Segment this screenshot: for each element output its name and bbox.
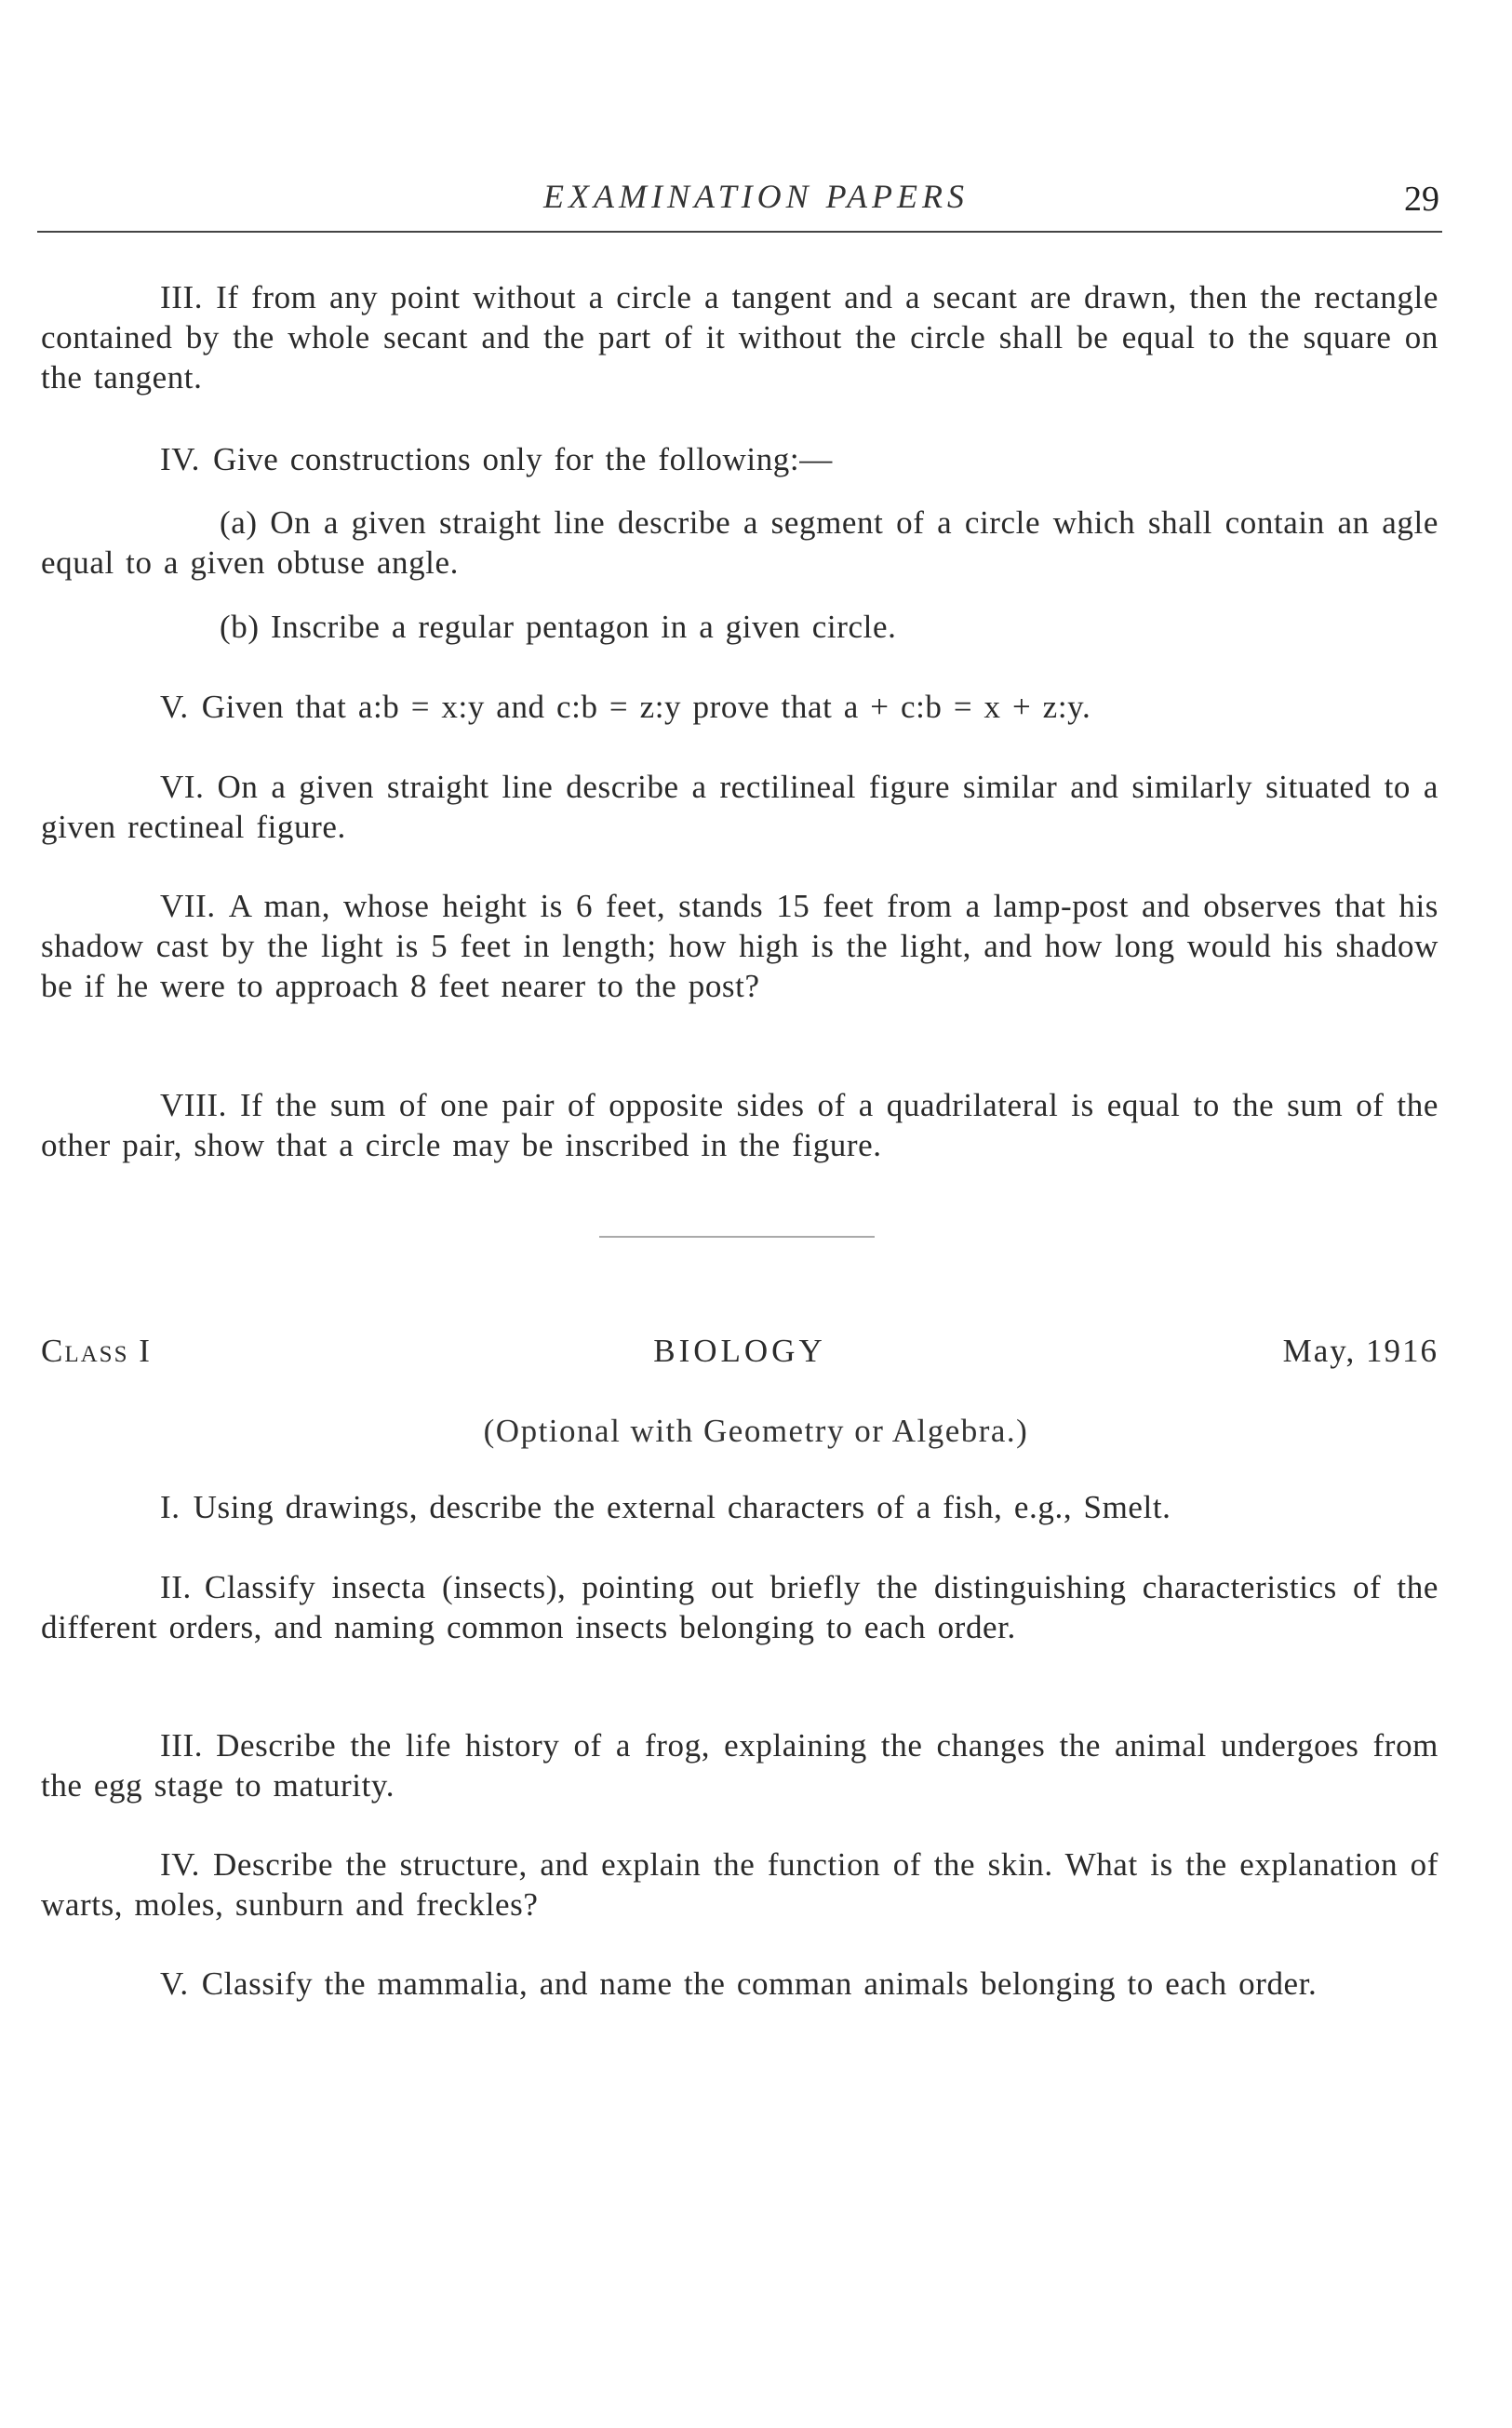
question-number: VIII. bbox=[160, 1087, 227, 1123]
question-text bbox=[41, 277, 1438, 397]
question-number: VII. bbox=[160, 888, 216, 924]
geometry-question-4a bbox=[41, 503, 1438, 583]
question-text bbox=[41, 886, 1438, 1006]
question-number: V. bbox=[160, 1965, 189, 2002]
question-text bbox=[41, 439, 1438, 479]
question-number: IV. bbox=[160, 1846, 200, 1883]
question-text bbox=[41, 687, 1438, 727]
question-body: Using drawings, describe the external characters of a fish, e.g., Smelt. bbox=[193, 1489, 1171, 1525]
geometry-question-5 bbox=[41, 687, 1438, 727]
question-body: If from any point without a circle a tangent and a secant are drawn, then the rectangle contained by the whole secant and the part of it without the circle shall be equal to the square on the tangent. bbox=[41, 279, 1438, 396]
subject-title: BIOLOGY bbox=[653, 1333, 826, 1369]
question-number: II. bbox=[160, 1569, 192, 1605]
question-number: III. bbox=[160, 279, 204, 315]
question-text bbox=[41, 767, 1438, 847]
question-text bbox=[41, 1085, 1438, 1165]
biology-question-1 bbox=[41, 1487, 1438, 1527]
geometry-question-6 bbox=[41, 767, 1438, 847]
biology-question-3 bbox=[41, 1725, 1438, 1805]
biology-question-2 bbox=[41, 1567, 1438, 1647]
question-body: Describe the life history of a frog, explaining the changes the animal undergoes from the egg stage to maturity. bbox=[41, 1727, 1438, 1804]
biology-question-5 bbox=[41, 1964, 1438, 2004]
subquestion-text: (b) Inscribe a regular pentagon in a given circle. bbox=[220, 609, 897, 645]
subject-note: (Optional with Geometry or Algebra.) bbox=[483, 1413, 1029, 1449]
question-body: On a given straight line describe a rectilineal figure similar and similarly situated to a given rectineal figure. bbox=[41, 769, 1438, 845]
question-text bbox=[41, 1487, 1438, 1527]
geometry-question-7 bbox=[41, 886, 1438, 1006]
question-number: III. bbox=[160, 1727, 204, 1764]
section-separator bbox=[599, 1236, 875, 1238]
question-number: IV. bbox=[160, 441, 200, 477]
biology-question-4 bbox=[41, 1844, 1438, 1925]
question-number: I. bbox=[160, 1489, 181, 1525]
subquestion-text: (a) On a given straight line describe a segment of a circle which shall contain an agle equal to a given obtuse angle. bbox=[41, 504, 1438, 581]
question-number: VI. bbox=[160, 769, 205, 805]
question-text bbox=[41, 1725, 1438, 1805]
question-body: Classify the mammalia, and name the comman animals belonging to each order. bbox=[201, 1965, 1318, 2002]
exam-date: May, 1916 bbox=[1282, 1333, 1438, 1369]
question-body: Give constructions only for the following:— bbox=[212, 441, 833, 477]
question-body: Describe the structure, and explain the function of the skin. What is the explanation of warts, moles, sunburn and freckles? bbox=[41, 1846, 1438, 1923]
running-title: EXAMINATION PAPERS bbox=[543, 178, 969, 215]
question-body: A man, whose height is 6 feet, stands 15 feet from a lamp-post and observes that his shadow cast by the light is 5 feet in length; how high is the light, and how long would his shadow be if he were to approach 8 feet nearer to the post? bbox=[41, 888, 1438, 1004]
question-text bbox=[41, 1964, 1438, 2004]
question-number: V. bbox=[160, 689, 189, 725]
question-body: If the sum of one pair of opposite sides of a quadrilateral is equal to the sum of the other pair, show that a circle may be inscribed in the figure. bbox=[41, 1087, 1438, 1163]
class-label: Class I bbox=[41, 1333, 152, 1369]
question-body: Classify insecta (insects), pointing out briefly the distinguishing characteristics of the different orders, and naming common insects belonging to each order. bbox=[41, 1569, 1438, 1645]
running-head bbox=[0, 177, 1512, 233]
geometry-question-8 bbox=[41, 1085, 1438, 1165]
question-text bbox=[41, 1844, 1438, 1925]
page-number: 29 bbox=[1404, 180, 1439, 219]
question-text bbox=[41, 1567, 1438, 1647]
geometry-question-3 bbox=[41, 277, 1438, 397]
exam-heading bbox=[41, 1333, 1438, 1379]
geometry-question-4 bbox=[41, 439, 1438, 479]
geometry-question-4b bbox=[41, 607, 1438, 647]
header-rule bbox=[37, 231, 1442, 233]
question-body: Given that a:b = x:y and c:b = z:y prove that a + c:b = x + z:y. bbox=[201, 689, 1091, 725]
